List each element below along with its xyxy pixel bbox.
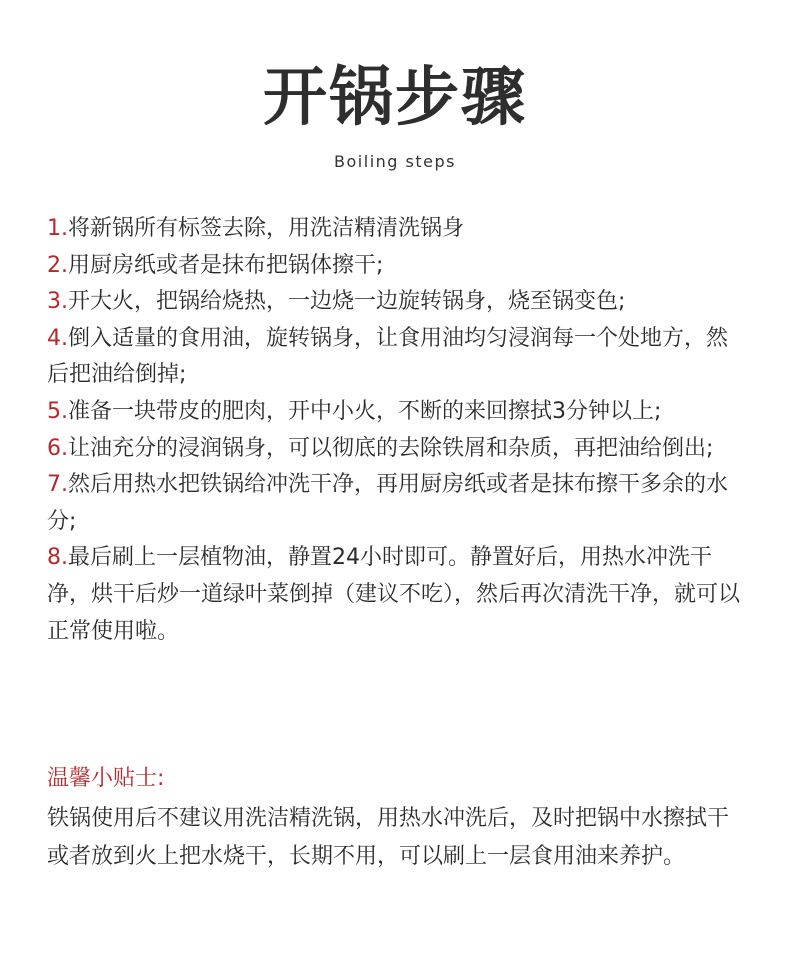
step-7	[47, 467, 747, 540]
step-text: 将新锅所有标签去除，用洗洁精清洗锅身	[68, 216, 465, 241]
step-number: 2.	[47, 252, 68, 278]
step-2	[47, 248, 747, 285]
step-text: 最后刷上一层植物油，静置24小时即可。静置好后，用热水冲洗干净，烘干后炒一道绿叶菜倒掉（建议不吃），然后再次清洗干净，就可以正常使用啦。	[47, 545, 741, 644]
step-number: 6.	[47, 435, 68, 461]
step-text: 然后用热水把铁锅给冲洗干净，再用厨房纸或者是抹布擦干多余的水分;	[47, 472, 729, 534]
step-text: 开大火，把锅给烧热，一边烧一边旋转锅身，烧至锅变色;	[68, 289, 626, 315]
step-number: 8.	[47, 545, 68, 571]
step-4	[47, 321, 747, 394]
page-subtitle: Boiling steps	[334, 152, 456, 171]
step-text: 准备一块带皮的肥肉，开中小火，不断的来回擦拭3分钟以上;	[68, 398, 662, 424]
step-text: 让油充分的浸润锅身，可以彻底的去除铁屑和杂质，再把油给倒出;	[68, 435, 714, 461]
step-number: 5.	[47, 398, 68, 424]
tips-body: 铁锅使用后不建议用洗洁精洗锅，用热水冲洗后，及时把锅中水擦拭干或者放到火上把水烧干，长期不用，可以刷上一层食用油来养护。	[47, 806, 730, 869]
step-number: 7.	[47, 472, 68, 498]
steps-list	[47, 211, 747, 650]
step-1	[47, 211, 747, 248]
step-6	[47, 431, 747, 468]
step-8	[47, 540, 747, 650]
tips-heading: 温馨小贴士:	[47, 766, 165, 791]
step-number: 3.	[47, 289, 68, 315]
step-3	[47, 284, 747, 321]
step-number: 4.	[47, 325, 68, 351]
step-text: 倒入适量的食用油，旋转锅身，让食用油均匀浸润每一个处地方，然后把油给倒掉;	[47, 325, 729, 388]
step-number: 1.	[47, 216, 68, 241]
step-5	[47, 394, 747, 431]
step-text: 用厨房纸或者是抹布把锅体擦干;	[68, 252, 384, 278]
page-title: 开锅步骤	[263, 60, 527, 135]
